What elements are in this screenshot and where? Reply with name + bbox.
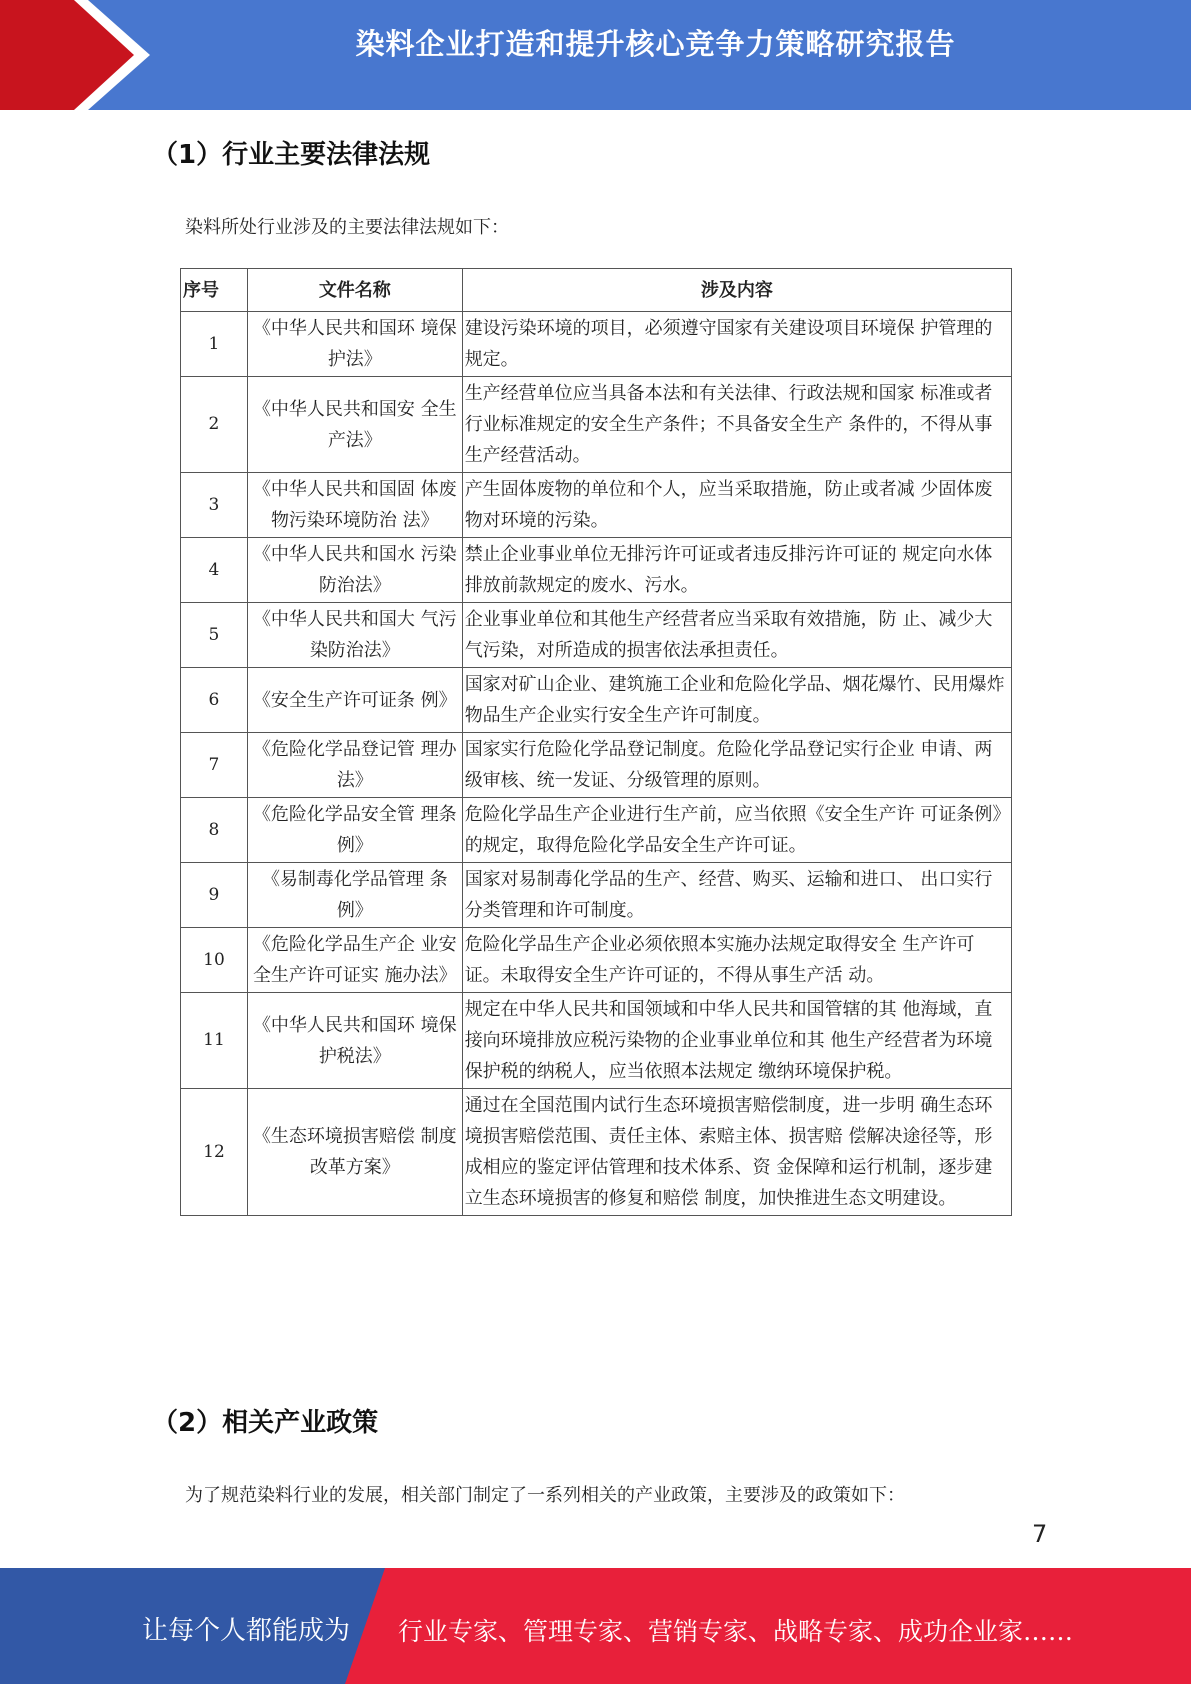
row-number: 10: [181, 928, 248, 993]
row-number: 7: [181, 733, 248, 798]
row-number: 12: [181, 1089, 248, 1216]
table-row: [181, 928, 1012, 993]
table-row: [181, 668, 1012, 733]
laws-table: [180, 268, 1012, 1216]
table-row: [181, 733, 1012, 798]
document-content: 建设污染环境的项目，必须遵守国家有关建设项目环境保 护管理的规定。: [462, 312, 1011, 377]
page-footer: [0, 1568, 1191, 1684]
document-name: 《生态环境损害赔偿 制度改革方案》: [247, 1089, 462, 1216]
document-name: 《中华人民共和国环 境保护法》: [247, 312, 462, 377]
document-name: 《安全生产许可证条 例》: [247, 668, 462, 733]
footer-slogan-left: 让每个人都能成为: [142, 1616, 351, 1646]
document-name: 《中华人民共和国固 体废物污染环境防治 法》: [247, 473, 462, 538]
laws-intro-text: 染料所处行业涉及的主要法律法规如下：: [185, 217, 509, 238]
document-content: 危险化学品生产企业必须依照本实施办法规定取得安全 生产许可证。未取得安全生产许可证的，不得从事生产活 动。: [462, 928, 1011, 993]
table-row: [181, 798, 1012, 863]
document-content: 国家实行危险化学品登记制度。危险化学品登记实行企业 申请、两级审核、统一发证、分级管理的原则。: [462, 733, 1011, 798]
document-name: 《危险化学品登记管 理办法》: [247, 733, 462, 798]
table-row: [181, 538, 1012, 603]
row-number: 1: [181, 312, 248, 377]
document-content: 国家对易制毒化学品的生产、经营、购买、运输和进口、 出口实行分类管理和许可制度。: [462, 863, 1011, 928]
document-content: 企业事业单位和其他生产经营者应当采取有效措施，防 止、减少大气污染，对所造成的损害依法承担责任。: [462, 603, 1011, 668]
footer-slogan-right: 行业专家、管理专家、营销专家、战略专家、成功企业家……: [398, 1617, 1074, 1646]
document-content: 危险化学品生产企业进行生产前，应当依照《安全生产许 可证条例》的规定，取得危险化学品安全生产许可证。: [462, 798, 1011, 863]
row-number: 3: [181, 473, 248, 538]
table-row: [181, 993, 1012, 1089]
document-name: 《中华人民共和国环 境保护税法》: [247, 993, 462, 1089]
column-header-no: 序号: [181, 269, 248, 312]
row-number: 5: [181, 603, 248, 668]
table-row: [181, 473, 1012, 538]
table-row: [181, 1089, 1012, 1216]
document-content: 通过在全国范围内试行生态环境损害赔偿制度，进一步明 确生态环境损害赔偿范围、责任主体、索赔主体、损害赔 偿解决途径等，形成相应的鉴定评估管理和技术体系、资 金保障和运行机制，逐步建立生态环境损害的修复和赔偿 制度，加快推进生态文明建设。: [462, 1089, 1011, 1216]
document-content: 生产经营单位应当具备本法和有关法律、行政法规和国家 标准或者行业标准规定的安全生产条件；不具备安全生产 条件的，不得从事生产经营活动。: [462, 377, 1011, 473]
table-row: [181, 377, 1012, 473]
row-number: 2: [181, 377, 248, 473]
document-name: 《中华人民共和国水 污染防治法》: [247, 538, 462, 603]
header-chevron-icon: [0, 0, 160, 110]
page-number: 7: [1032, 1520, 1048, 1548]
column-header-name: 文件名称: [247, 269, 462, 312]
document-name: 《易制毒化学品管理 条例》: [247, 863, 462, 928]
document-name: 《中华人民共和国大 气污染防治法》: [247, 603, 462, 668]
page-header: [0, 0, 1191, 110]
document-name: 《危险化学品生产企 业安全生产许可证实 施办法》: [247, 928, 462, 993]
table-header-row: [181, 269, 1012, 312]
report-title: 染料企业打造和提升核心竞争力策略研究报告: [355, 27, 956, 61]
table-row: [181, 312, 1012, 377]
table-row: [181, 603, 1012, 668]
document-content: 禁止企业事业单位无排污许可证或者违反排污许可证的 规定向水体排放前款规定的废水、污水。: [462, 538, 1011, 603]
row-number: 9: [181, 863, 248, 928]
row-number: 11: [181, 993, 248, 1089]
document-name: 《中华人民共和国安 全生产法》: [247, 377, 462, 473]
row-number: 8: [181, 798, 248, 863]
table-row: [181, 863, 1012, 928]
document-content: 规定在中华人民共和国领域和中华人民共和国管辖的其 他海域，直接向环境排放应税污染物的企业事业单位和其 他生产经营者为环境保护税的纳税人，应当依照本法规定 缴纳环境保护税。: [462, 993, 1011, 1089]
document-content: 国家对矿山企业、建筑施工企业和危险化学品、烟花爆竹、民用爆炸物品生产企业实行安全生产许可制度。: [462, 668, 1011, 733]
row-number: 4: [181, 538, 248, 603]
document-name: 《危险化学品安全管 理条例》: [247, 798, 462, 863]
section-heading-laws: （1）行业主要法律法规: [152, 140, 431, 170]
row-number: 6: [181, 668, 248, 733]
document-content: 产生固体废物的单位和个人，应当采取措施，防止或者减 少固体废物对环境的污染。: [462, 473, 1011, 538]
section-heading-policies: （2）相关产业政策: [152, 1408, 379, 1438]
policies-intro-text: 为了规范染料行业的发展，相关部门制定了一系列相关的产业政策，主要涉及的政策如下：: [185, 1485, 905, 1506]
column-header-content: 涉及内容: [462, 269, 1011, 312]
